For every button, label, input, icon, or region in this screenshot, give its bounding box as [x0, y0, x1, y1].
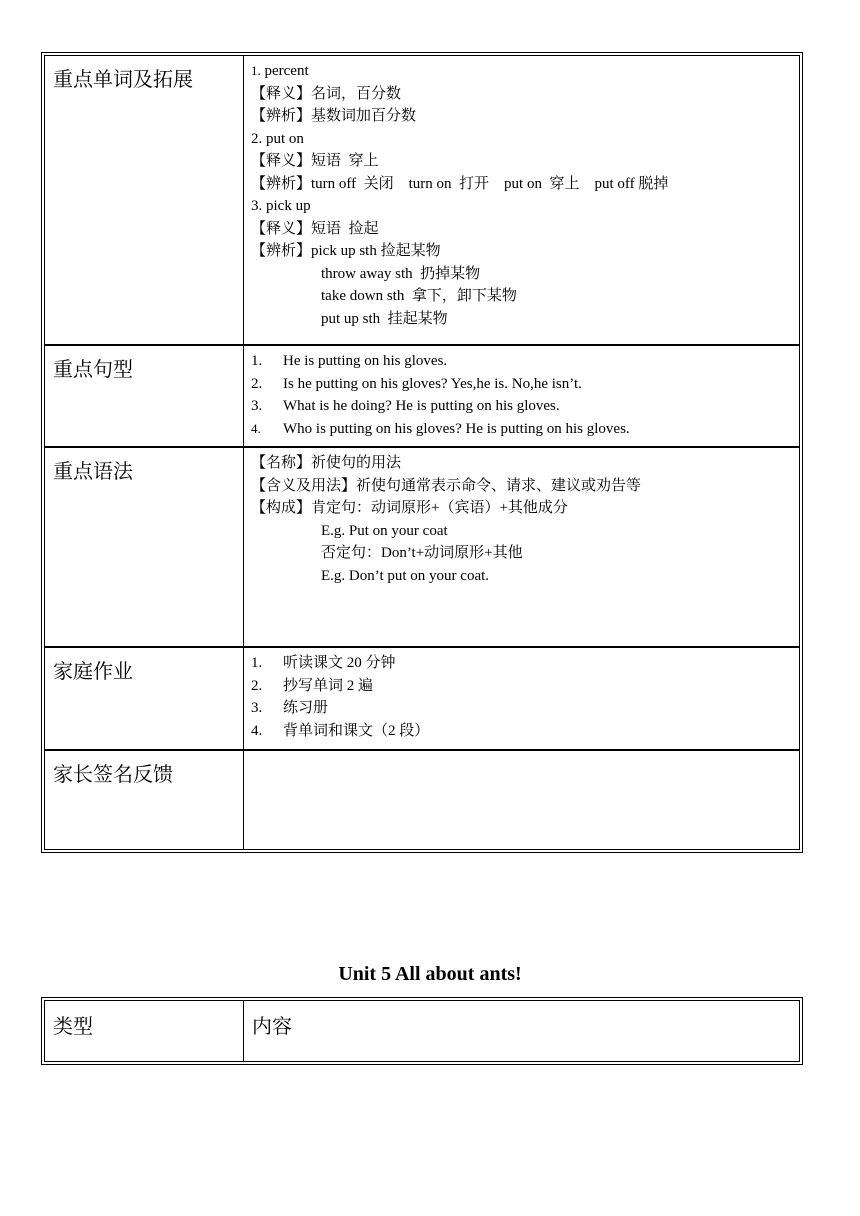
vocab-line: 【辨析】pick up sth 捡起某物	[251, 243, 441, 259]
sentence-item	[251, 373, 799, 396]
grammar-label: 重点语法	[45, 448, 244, 646]
vocab-line-num: 1.	[251, 63, 261, 78]
vocab-row	[45, 56, 799, 344]
header-type: 类型	[45, 1001, 244, 1061]
vocab-label: 重点单词及拓展	[45, 56, 244, 344]
sentence-content	[244, 346, 799, 446]
grammar-line: 【名称】祈使句的用法	[251, 455, 402, 471]
grammar-line: 【含义及用法】祈使句通常表示命令、请求、建议或劝告等	[251, 477, 642, 494]
homework-item	[251, 697, 799, 720]
sentence-item-num: 2.	[251, 375, 263, 392]
grammar-content	[244, 448, 799, 646]
vocab-line: 2. put on	[251, 130, 304, 147]
homework-item	[251, 720, 799, 743]
vocab-line: 【释义】名词，百分数	[251, 85, 402, 102]
homework-label: 家庭作业	[45, 648, 244, 749]
grammar-line: 【构成】肯定句：动词原形+（宾语）+其他成分	[251, 500, 568, 516]
header-content: 内容	[252, 1014, 292, 1038]
homework-item-num: 3.	[251, 700, 263, 716]
homework-content	[244, 648, 799, 749]
homework-item-num: 4.	[251, 722, 263, 739]
vocab-line: throw away sth 扔掉某物	[321, 265, 481, 282]
lesson-table	[41, 52, 803, 853]
homework-item-num: 1.	[251, 655, 263, 671]
vocab-content	[244, 56, 799, 344]
homework-item-text: 练习册	[283, 700, 329, 716]
unit-title: Unit 5 All about ants!	[338, 963, 522, 985]
sentence-label: 重点句型	[45, 346, 244, 446]
grammar-row	[45, 446, 799, 646]
homework-item-text: 抄写单词 2 遍	[283, 677, 374, 694]
homework-row	[45, 646, 799, 749]
sentence-item	[251, 418, 799, 441]
sentence-item	[251, 350, 799, 373]
sentence-item	[251, 395, 799, 418]
unit-table	[41, 997, 803, 1065]
vocab-line: 【辨析】turn off 关闭 turn on 打开 put on 穿上 put off 脱掉	[251, 175, 669, 192]
vocab-line: take down sth 拿下，卸下某物	[321, 288, 517, 304]
grammar-line: E.g. Don’t put on your coat.	[321, 567, 490, 584]
parent-feedback-content	[244, 751, 799, 849]
sentence-item-text: He is putting on his gloves.	[283, 353, 448, 369]
homework-item-num: 2.	[251, 677, 263, 694]
homework-item	[251, 675, 799, 698]
sentence-item-text: What is he doing? He is putting on his gloves.	[283, 398, 560, 414]
homework-item-text: 背单词和课文（2 段）	[283, 722, 430, 739]
grammar-line: E.g. Put on your coat	[321, 522, 448, 539]
sentence-item-text: Is he putting on his gloves? Yes,he is. No,he isn’t.	[283, 375, 582, 392]
vocab-line: 3. pick up	[251, 198, 311, 214]
unit-table-header-row	[45, 1001, 799, 1061]
vocab-line	[251, 60, 799, 83]
vocab-line: put up sth 挂起某物	[321, 310, 448, 327]
vocab-line-text: percent	[260, 63, 309, 79]
vocab-line: 【释义】短语 穿上	[251, 153, 379, 169]
parent-feedback-label: 家长签名反馈	[45, 751, 244, 849]
vocab-line: 【释义】短语 捡起	[251, 220, 379, 237]
homework-item-text: 听读课文 20 分钟	[283, 655, 396, 671]
sentence-item-num: 4.	[251, 420, 261, 436]
sentence-item-text: Who is putting on his gloves? He is putting on his gloves.	[283, 420, 630, 437]
grammar-line: 否定句：Don’t+动词原形+其他	[321, 545, 523, 561]
sentence-item-num: 1.	[251, 353, 263, 369]
sentence-item-num: 3.	[251, 398, 263, 414]
vocab-line: 【辨析】基数词加百分数	[251, 108, 417, 124]
parent-feedback-row	[45, 749, 799, 849]
homework-item	[251, 652, 799, 675]
sentence-row	[45, 344, 799, 446]
